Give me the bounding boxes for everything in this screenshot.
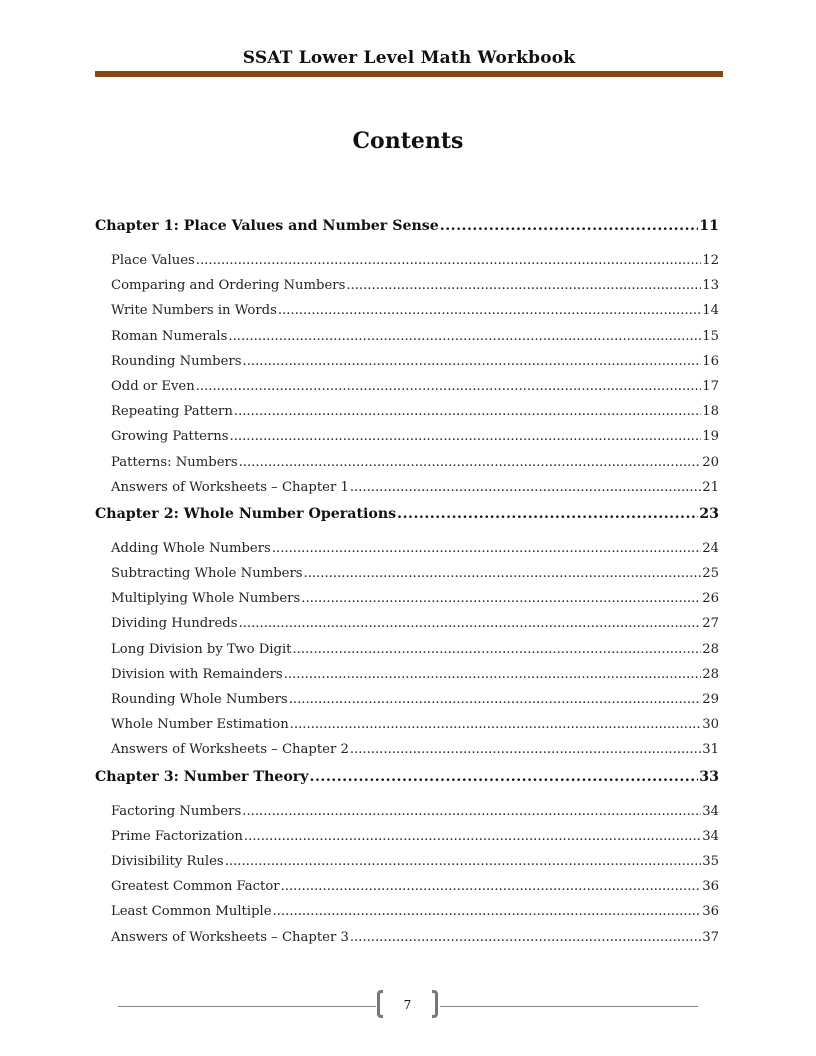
entry-page-number: 37	[702, 929, 719, 945]
entry-label: Comparing and Ordering Numbers	[111, 278, 346, 294]
entry-label: Subtracting Whole Numbers	[111, 566, 303, 582]
table-of-contents	[95, 218, 719, 955]
dot-leader	[239, 455, 702, 470]
dot-leader	[284, 667, 702, 682]
toc-entry[interactable]	[95, 404, 719, 429]
entry-page-number: 14	[702, 303, 719, 319]
entry-page-number: 13	[702, 278, 719, 294]
dot-leader	[234, 404, 701, 419]
dot-leader	[350, 742, 701, 757]
dot-leader	[350, 480, 701, 495]
entry-page-number: 36	[702, 879, 719, 895]
page-number: 7	[403, 998, 412, 1012]
dot-leader	[273, 904, 702, 919]
toc-entry[interactable]	[95, 379, 719, 404]
entry-label: Division with Remainders	[111, 666, 283, 682]
entry-label: Patterns: Numbers	[111, 454, 238, 470]
dot-leader	[230, 429, 702, 444]
entry-page-number: 27	[702, 616, 719, 632]
toc-entry[interactable]	[95, 930, 719, 955]
entry-label: Rounding Numbers	[111, 353, 242, 369]
entry-page-number: 30	[702, 717, 719, 733]
entry-page-number: 35	[702, 853, 719, 869]
dot-leader	[289, 692, 702, 707]
header-rule	[95, 71, 723, 77]
toc-entry[interactable]	[95, 278, 719, 303]
toc-chapter-1[interactable]	[95, 218, 719, 244]
footer-rule-right	[440, 1006, 698, 1007]
chapter-page-number: 33	[699, 768, 719, 785]
entry-label: Adding Whole Numbers	[111, 540, 271, 556]
dot-leader	[272, 541, 701, 556]
toc-entry[interactable]	[95, 455, 719, 480]
entry-page-number: 15	[702, 328, 719, 344]
entry-page-number: 29	[702, 692, 719, 707]
entry-page-number: 18	[702, 404, 719, 420]
dot-leader	[242, 804, 701, 819]
entry-page-number: 16	[702, 353, 719, 369]
entry-label: Prime Factorization	[111, 828, 243, 844]
entry-label: Dividing Hundreds	[111, 616, 238, 632]
toc-entry[interactable]	[95, 829, 719, 854]
entry-label: Multiplying Whole Numbers	[111, 591, 301, 607]
dot-leader	[346, 278, 701, 293]
toc-entry[interactable]	[95, 253, 719, 278]
toc-chapter-3[interactable]	[95, 769, 719, 795]
entry-label: Rounding Whole Numbers	[111, 692, 288, 707]
dot-leader	[397, 506, 698, 522]
toc-entry[interactable]	[95, 591, 719, 616]
toc-entry[interactable]	[95, 742, 719, 767]
toc-entry[interactable]	[95, 480, 719, 505]
entry-label: Whole Number Estimation	[111, 717, 289, 733]
entry-label: Divisibility Rules	[111, 853, 224, 869]
chapter-page-number: 11	[699, 218, 719, 234]
chapter-title: Chapter 1: Place Values and Number Sense	[95, 218, 439, 234]
entry-page-number: 34	[702, 803, 719, 819]
entry-label: Answers of Worksheets – Chapter 2	[111, 742, 349, 758]
entry-page-number: 28	[702, 641, 719, 657]
dot-leader	[304, 566, 702, 581]
toc-entry[interactable]	[95, 541, 719, 566]
dot-leader	[278, 303, 701, 318]
dot-leader	[239, 616, 702, 631]
dot-leader	[290, 717, 702, 732]
dot-leader	[196, 379, 702, 394]
dot-leader	[310, 769, 699, 785]
chapter-page-number: 23	[699, 505, 719, 522]
dot-leader	[301, 591, 701, 606]
entry-label: Answers of Worksheets – Chapter 3	[111, 929, 349, 945]
entry-label: Roman Numerals	[111, 328, 228, 344]
entry-label: Long Division by Two Digit	[111, 641, 292, 657]
chapter-title: Chapter 3: Number Theory	[95, 768, 309, 785]
toc-entry[interactable]	[95, 692, 719, 717]
entry-label: Odd or Even	[111, 378, 195, 394]
toc-chapter-2[interactable]	[95, 506, 719, 532]
entry-page-number: 12	[702, 253, 719, 268]
dot-leader	[350, 930, 701, 945]
entry-page-number: 36	[702, 904, 719, 920]
toc-entry[interactable]	[95, 879, 719, 904]
entry-page-number: 20	[702, 454, 719, 470]
page-title: Contents	[352, 128, 464, 154]
entry-label: Greatest Common Factor	[111, 879, 280, 895]
toc-entry[interactable]	[95, 354, 719, 379]
toc-entry[interactable]	[95, 804, 719, 829]
toc-entry[interactable]	[95, 667, 719, 692]
toc-entry[interactable]	[95, 566, 719, 591]
right-bracket-icon	[432, 990, 438, 1018]
dot-leader	[440, 218, 698, 234]
entry-label: Place Values	[111, 253, 195, 268]
toc-entry[interactable]	[95, 429, 719, 454]
entry-label: Factoring Numbers	[111, 803, 242, 819]
entry-page-number: 28	[702, 666, 719, 682]
toc-entry[interactable]	[95, 904, 719, 929]
dot-leader	[281, 879, 702, 894]
entry-page-number: 34	[702, 828, 719, 844]
toc-entry[interactable]	[95, 642, 719, 667]
entry-page-number: 19	[702, 429, 719, 445]
dot-leader	[225, 854, 702, 869]
running-header: SSAT Lower Level Math Workbook	[242, 48, 576, 68]
entry-label: Repeating Pattern	[111, 404, 233, 420]
chapter-title: Chapter 2: Whole Number Operations	[95, 505, 397, 522]
toc-entry[interactable]	[95, 329, 719, 354]
dot-leader	[196, 253, 701, 268]
dot-leader	[292, 642, 701, 657]
toc-entry[interactable]	[95, 854, 719, 879]
entry-label: Growing Patterns	[111, 429, 229, 445]
entry-label: Answers of Worksheets – Chapter 1	[111, 479, 349, 495]
entry-page-number: 31	[702, 742, 719, 758]
entry-page-number: 26	[702, 591, 719, 607]
toc-entry[interactable]	[95, 717, 719, 742]
footer-rule-left	[118, 1006, 376, 1007]
entry-page-number: 17	[702, 378, 719, 394]
toc-entry[interactable]	[95, 303, 719, 328]
entry-page-number: 21	[702, 479, 719, 495]
entry-page-number: 25	[702, 566, 719, 582]
dot-leader	[244, 829, 701, 844]
entry-label: Least Common Multiple	[111, 904, 272, 920]
dot-leader	[243, 354, 702, 369]
dot-leader	[228, 329, 701, 344]
toc-entry[interactable]	[95, 616, 719, 641]
entry-page-number: 24	[702, 540, 719, 556]
entry-label: Write Numbers in Words	[111, 303, 277, 319]
